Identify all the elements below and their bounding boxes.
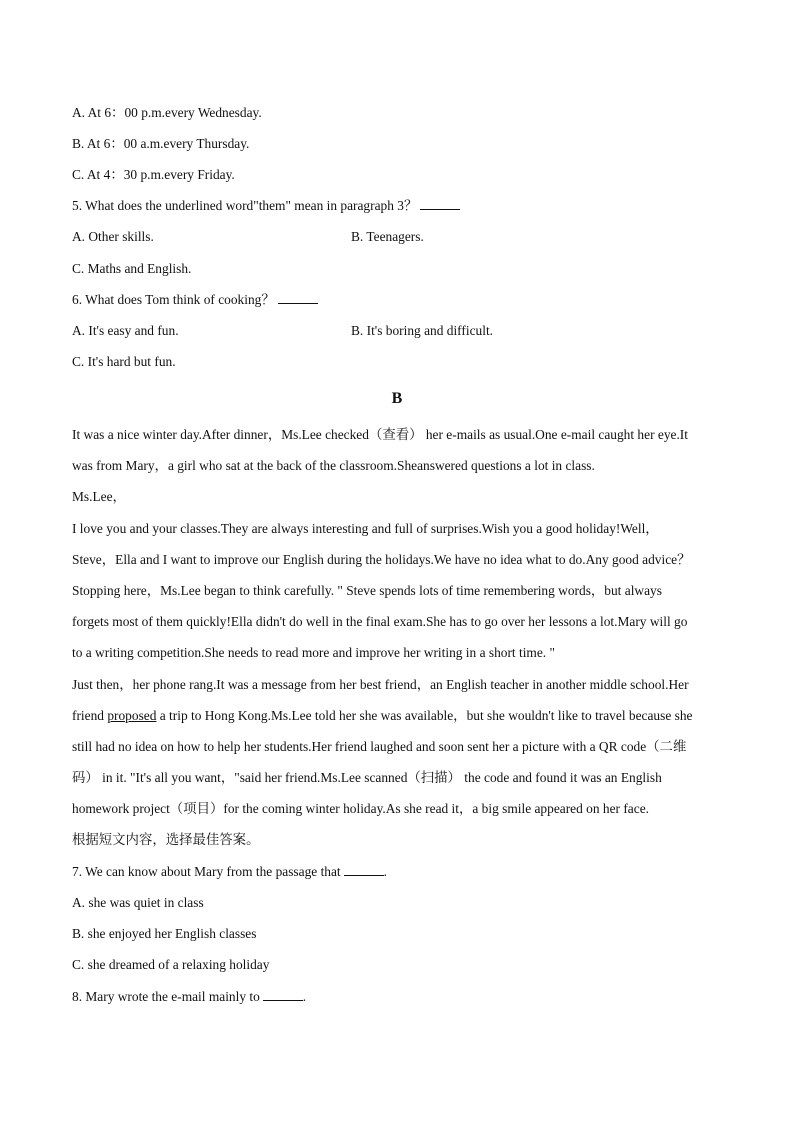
- passage-text: friend: [72, 708, 108, 723]
- q5-option-b: B. Teenagers.: [351, 229, 424, 244]
- q8-stem: [72, 988, 306, 1006]
- q5-stem: [72, 197, 460, 215]
- q6-stem: [72, 291, 318, 309]
- q4-option-a: A. At 6：00 p.m.every Wednesday.: [72, 105, 262, 120]
- q7-option-c: C. she dreamed of a relaxing holiday: [72, 957, 270, 972]
- q7-option-b: B. she enjoyed her English classes: [72, 926, 257, 941]
- answer-blank: [278, 291, 318, 304]
- q7-stem-end: .: [383, 864, 388, 879]
- answer-blank: [263, 988, 303, 1001]
- passage-line: forgets most of them quickly!Ella didn't do well in the final exam.She has to go over her lessons a lot.Mary will go: [72, 614, 688, 629]
- passage-line: Just then，her phone rang.It was a message from her best friend，an English teacher in another middle school.Her: [72, 677, 689, 692]
- q5-option-a: A. Other skills.: [72, 229, 154, 244]
- q6-option-b: B. It's boring and difficult.: [351, 323, 494, 338]
- passage-line: I love you and your classes.They are always interesting and full of surprises.Wish you a good holiday!Well，: [72, 521, 659, 536]
- passage-line: was from Mary，a girl who sat at the back of the classroom.Sheanswered questions a lot in class.: [72, 458, 595, 473]
- underlined-word: proposed: [107, 708, 157, 723]
- instruction-text: 根据短文内容，选择最佳答案。: [72, 832, 260, 847]
- q6-option-c: C. It's hard but fun.: [72, 354, 176, 369]
- passage-line: still had no idea on how to help her students.Her friend laughed and soon sent her a picture with a QR code（二维: [72, 739, 687, 754]
- passage-line: 码） in it. "It's all you want，"said her friend.Ms.Lee scanned（扫描） the code and found it was an English: [72, 770, 662, 785]
- passage-line: Stopping here，Ms.Lee began to think carefully. " Steve spends lots of time remembering words，but always: [72, 583, 662, 598]
- passage-line: to a writing competition.She needs to read more and improve her writing in a short time. ": [72, 645, 555, 660]
- q7-option-a: A. she was quiet in class: [72, 895, 204, 910]
- answer-blank: [420, 197, 460, 210]
- passage-text: a trip to Hong Kong.Ms.Lee told her she was available，but she wouldn't like to travel because she: [156, 708, 693, 723]
- passage-line: [72, 707, 692, 725]
- answer-blank: [344, 863, 384, 876]
- q7-stem: [72, 863, 387, 881]
- q6-option-a: A. It's easy and fun.: [72, 323, 179, 338]
- q4-option-b: B. At 6：00 a.m.every Thursday.: [72, 136, 250, 151]
- q7-stem-text: 7. We can know about Mary from the passage that: [72, 864, 341, 879]
- q8-stem-text: 8. Mary wrote the e-mail mainly to: [72, 989, 260, 1004]
- q8-stem-end: .: [302, 989, 307, 1004]
- q4-option-c: C. At 4：30 p.m.every Friday.: [72, 167, 235, 182]
- q5-stem-text: 5. What does the underlined word"them" mean in paragraph 3？: [72, 198, 418, 213]
- passage-line: It was a nice winter day.After dinner，Ms.Lee checked（查看） her e-mails as usual.One e-mail caught her eye.It: [72, 427, 688, 442]
- section-b-heading: B: [391, 390, 403, 407]
- passage-line: homework project（项目）for the coming winter holiday.As she read it，a big smile appeared on her face.: [72, 801, 649, 816]
- q6-stem-text: 6. What does Tom think of cooking？: [72, 292, 275, 307]
- q5-option-c: C. Maths and English.: [72, 261, 192, 276]
- passage-line: Steve，Ella and I want to improve our English during the holidays.We have no idea what to do.Any good advice？: [72, 552, 691, 567]
- email-salutation: Ms.Lee，: [72, 489, 126, 504]
